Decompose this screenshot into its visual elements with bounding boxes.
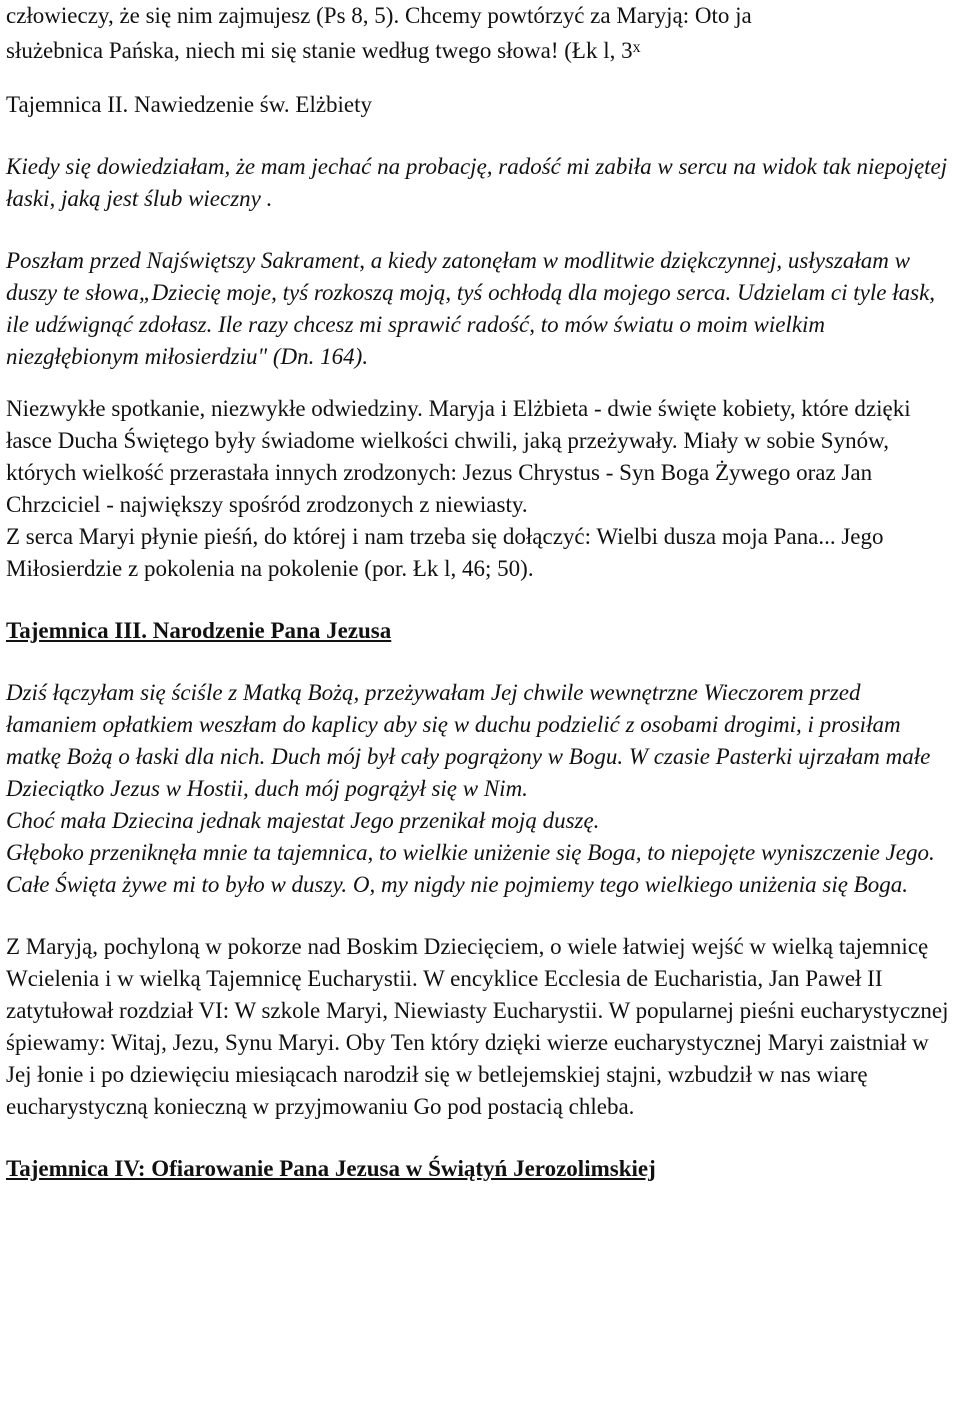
mystery-3-reflection: Z Maryją, pochyloną w pokorze nad Boskim Dziecięciem, o wiele łatwiej wejść w wielką tajemnicę Wcielenia i w wielką Tajemnicę Eucharystii. W encyklice Ecclesia de Eucharistia, Jan Paweł II zatytułował rozdział VI: W szkole Maryi, Niewiasty Eucharystii. W popularnej pieśni eucharystycznej śpiewamy: Witaj, Jezu, Synu Maryi. Oby Ten który dzięki wierze eucharystycznej Maryi zaistniał w Jej łonie i po dziewięciu miesiącach narodził się w betlejemskiej stajni, wzbudził w nas wiarę eucharystyczną konieczną w przyjmowaniu Go pod postacią chleba.	[6, 934, 949, 1119]
mystery-2-quote-1: Kiedy się dowiedziałam, że mam jechać na probację, radość mi zabiła w sercu na widok tak niepojętej łaski, jaką jest ślub wieczny .	[6, 154, 948, 211]
intro-line-2: służebnica Pańska, niech mi się stanie według twego słowa! (Łk l, 3	[6, 38, 633, 63]
mystery-2-reflection-2: Z serca Maryi płynie pieśń, do której i nam trzeba się dołączyć: Wielbi dusza moja Pana... Jego Miłosierdzie z pokolenia na pokolenie (por. Łk l, 46; 50).	[6, 524, 884, 581]
mystery-4-heading: Tajemnica IV: Ofiarowanie Pana Jezusa w Świątyń Jerozolimskiej	[6, 1156, 656, 1181]
mystery-2-heading	[6, 89, 954, 121]
intro-paragraph	[6, 0, 954, 67]
mystery-2-heading-name: Elżbiety	[295, 92, 373, 117]
document-page	[6, 0, 954, 1185]
intro-superscript: x	[632, 39, 641, 56]
mystery-2-quote-2: Poszłam przed Najświętszy Sakrament, a kiedy zatonęłam w modlitwie dziękczynnej, usłyszałam w duszy te słowa„Dziecię moje, tyś rozkoszą moją, tyś ochłodą dla mojego serca. Udzielam ci tyle łask, ile udźwignąć zdołasz. Ile razy chcesz mi sprawić radość, to mów światu o moim wielkim niezgłębionym miłosierdziu" (Dn. 164).	[6, 248, 936, 369]
mystery-3-quote-2: Choć mała Dziecina jednak majestat Jego przenikał moją duszę.	[6, 808, 600, 833]
mystery-3-heading: Tajemnica III. Narodzenie Pana Jezusa	[6, 618, 392, 643]
mystery-2-heading-prefix: Tajemnica II. Nawiedzenie św.	[6, 92, 296, 117]
mystery-3-quote-1: Dziś łączyłam się ściśle z Matką Bożą, przeżywałam Jej chwile wewnętrzne Wieczorem przed łamaniem opłatkiem weszłam do kaplicy aby się w duchu podzielić z osobami drogimi, i prosiłam matkę Bożą o łaski dla nich. Duch mój był cały pogrążony w Bogu. W czasie Pasterki ujrzałam małe Dzieciątko Jezus w Hostii, duch mój pogrążył się w Nim.	[6, 680, 931, 801]
mystery-3-quote-3: Głęboko przeniknęła mnie ta tajemnica, to wielkie uniżenie się Boga, to niepojęte wyniszczenie Jego. Całe Święta żywe mi to było w duszy. O, my nigdy nie pojmiemy tego wielkiego uniżenia się Boga.	[6, 840, 935, 897]
intro-line-1: człowieczy, że się nim zajmujesz (Ps 8, 5). Chcemy powtórzyć za Maryją: Oto ja	[6, 3, 752, 28]
mystery-2-reflection-1: Niezwykłe spotkanie, niezwykłe odwiedziny. Maryja i Elżbieta - dwie święte kobiety, które dzięki łasce Ducha Świętego były świadome wielkości chwili, jaką przeżywały. Miały w sobie Synów, których wielkość przerastała innych zrodzonych: Jezus Chrystus - Syn Boga Żywego oraz Jan Chrzciciel - największy spośród zrodzonych z niewiasty.	[6, 396, 911, 517]
